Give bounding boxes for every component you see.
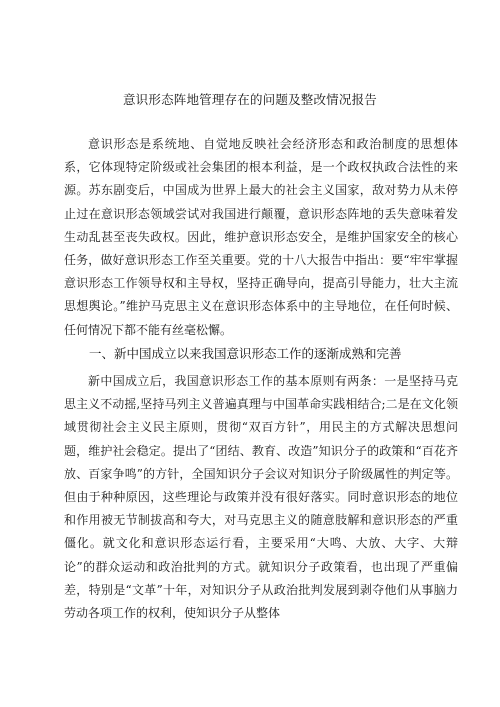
intro-paragraph: 意识形态是系统地、自觉地反映社会经济形态和政治制度的思想体系，它体现特定阶级或社会集团的根本利益，是一个政权执政合法性的来源。苏东剧变后，中国成为世界上最大的社会主义国家，敌对势力从未停止过在意识形态领域尝试对我国进行颠覆，意识形态阵地的丢失意味着发生动乱甚至丧失政权。因此，维护意识形态安全，是维护国家安全的核心任务，做好意识形态工作至关重要。党的十八大报告中指出：要“牢牢掌握意识形态工作领导权和主导权，坚持正确导向，提高引导能力，壮大主流思想舆论。”维护马克思主义在意识形态体系中的主导地位，在任何时候、任何情况下都不能有丝毫松懈。 [64,137,458,337]
document-title: 意识形态阵地管理存在的问题及整改情况报告 [122,92,377,107]
section-heading-1: 一、新中国成立以来我国意识形态工作的逐渐成熟和完善 [89,346,402,361]
section-1-paragraph: 新中国成立后，我国意识形态工作的基本原则有两条：一是坚持马克思主义不动摇,坚持马列主义普遍真理与中国革命实践相结合;二是在文化领域贯彻社会主义民主原则，贯彻“双百方针”，用民主的方式解决思想问题，维护社会稳定。提出了“团结、教育、改造”知识分子的政策和“百花齐放、百家争鸣”的方针，全国知识分子会议对知识分子阶级属性的判定等。但由于种种原因，这些理论与政策并没有很好落实。同时意识形态的地位和作用被无节制拔高和夸大，对马克思主义的随意肢解和意识形态的严重僵化。就文化和意识形态运行看，主要采用“大鸣、大放、大字、大辩论”的群众运动和政治批判的方式。就知识分子政策看，也出现了严重偏差，特别是“文革”十年，对知识分子从政治批判发展到剥夺他们从事脑力劳动各项工作的权利，使知识分子从整体 [64,374,458,621]
